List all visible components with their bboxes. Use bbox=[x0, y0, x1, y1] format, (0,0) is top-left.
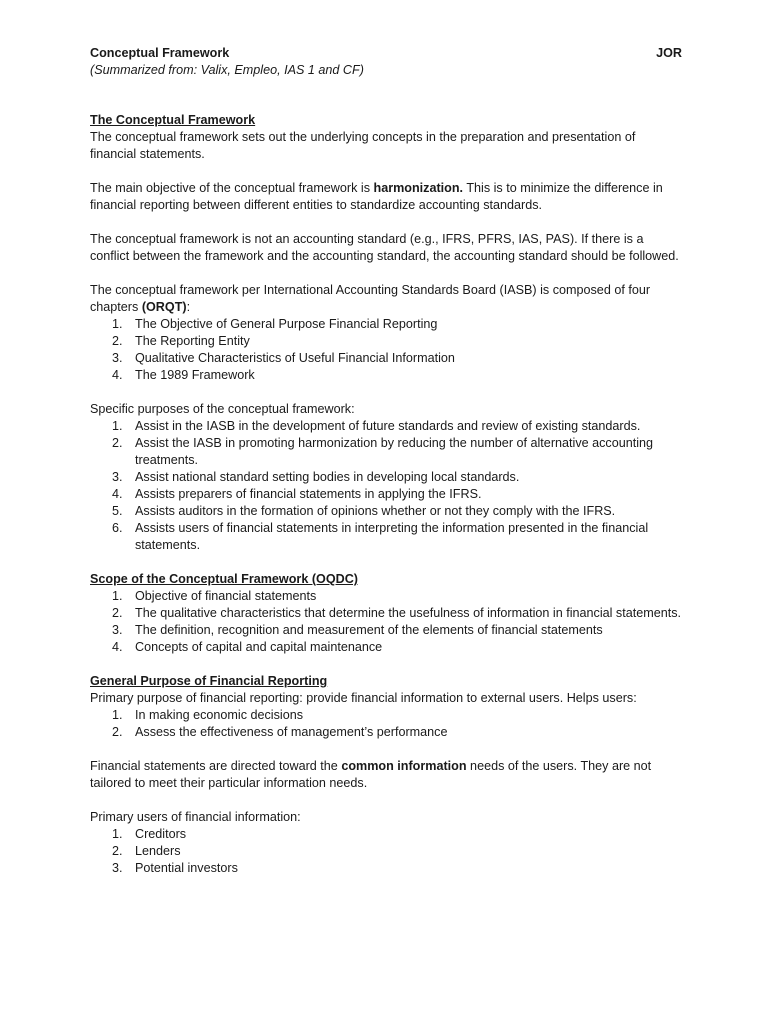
list-item: 6. Assists users of financial statements in interpreting the information presented in the financial statements. bbox=[112, 521, 649, 552]
paragraph-objective: The main objective of the conceptual framework is harmonization. This is to minimize the difference in financial reporting between different entities to standardize accounting standards. bbox=[90, 181, 663, 212]
list-item: 1. In making economic decisions bbox=[112, 708, 303, 722]
users-list bbox=[90, 826, 682, 877]
scope-list bbox=[90, 588, 682, 656]
paragraph-not-standard: The conceptual framework is not an accounting standard (e.g., IFRS, PFRS, IAS, PAS). If there is a conflict between the framework and the accounting standard, the accounting standard should be followed. bbox=[90, 232, 679, 263]
list-item: 2. Assist the IASB in promoting harmonization by reducing the number of alternative accounting treatments. bbox=[112, 436, 654, 467]
list-item: 3. Qualitative Characteristics of Useful Financial Information bbox=[112, 351, 455, 365]
chapters-list bbox=[90, 316, 682, 384]
list-item: 4. The 1989 Framework bbox=[112, 368, 255, 382]
list-item: 2. The qualitative characteristics that determine the usefulness of information in financial statements. bbox=[112, 606, 682, 620]
list-item: 1. Creditors bbox=[112, 827, 187, 841]
list-item: 1. The Objective of General Purpose Financial Reporting bbox=[112, 317, 438, 331]
list-item: 5. Assists auditors in the formation of opinions whether or not they comply with the IFRS. bbox=[112, 504, 616, 518]
paragraph-definition: The conceptual framework sets out the underlying concepts in the preparation and presentation of financial statements. bbox=[90, 130, 636, 161]
emphasis-common-information: common information bbox=[341, 759, 467, 773]
list-item: 3. The definition, recognition and measurement of the elements of financial statements bbox=[112, 623, 603, 637]
emphasis-harmonization: harmonization. bbox=[373, 181, 464, 195]
document-header bbox=[90, 45, 682, 62]
paragraph-primary-purpose: Primary purpose of financial reporting: provide financial information to external users. Helps users: bbox=[90, 691, 637, 705]
paragraph-common-information: Financial statements are directed toward the common information needs of the users. They are not tailored to meet their particular information needs. bbox=[90, 759, 652, 790]
author-initials: JOR bbox=[656, 46, 682, 60]
list-item: 3. Assist national standard setting bodies in developing local standards. bbox=[112, 470, 520, 484]
emphasis-orqt: (ORQT) bbox=[141, 300, 187, 314]
paragraph-chapters: The conceptual framework per International Accounting Standards Board (IASB) is composed of four chapters (ORQT): bbox=[90, 283, 651, 314]
users-lead: Primary users of financial information: bbox=[90, 810, 301, 824]
list-item: 2. Lenders bbox=[112, 844, 181, 858]
section-heading-conceptual-framework: The Conceptual Framework bbox=[90, 113, 256, 127]
list-item: 4. Assists preparers of financial statements in applying the IFRS. bbox=[112, 487, 482, 501]
helps-list bbox=[90, 707, 682, 741]
section-heading-scope: Scope of the Conceptual Framework (OQDC) bbox=[90, 572, 358, 586]
list-item: 1. Assist in the IASB in the development of future standards and review of existing standards. bbox=[112, 419, 641, 433]
list-item: 2. The Reporting Entity bbox=[112, 334, 250, 348]
list-item: 2. Assess the effectiveness of management’s performance bbox=[112, 725, 448, 739]
list-item: 4. Concepts of capital and capital maintenance bbox=[112, 640, 383, 654]
document-title: Conceptual Framework bbox=[90, 46, 230, 60]
document-subtitle: (Summarized from: Valix, Empleo, IAS 1 and CF) bbox=[90, 63, 364, 77]
purposes-lead: Specific purposes of the conceptual framework: bbox=[90, 402, 355, 416]
list-item: 1. Objective of financial statements bbox=[112, 589, 317, 603]
purposes-list bbox=[90, 418, 682, 554]
document-page bbox=[90, 45, 682, 877]
section-heading-general-purpose: General Purpose of Financial Reporting bbox=[90, 674, 328, 688]
list-item: 3. Potential investors bbox=[112, 861, 238, 875]
